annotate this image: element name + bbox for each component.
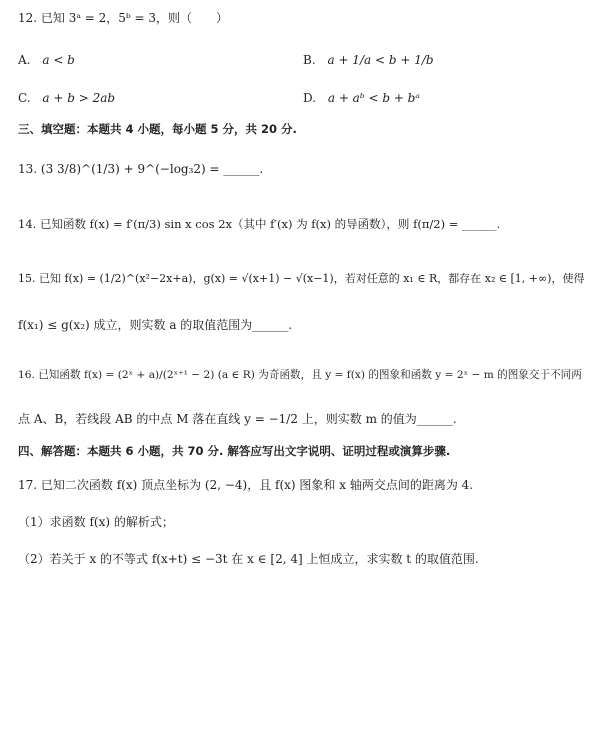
option-text: a + 1/a < b + 1/b xyxy=(327,53,434,67)
q17-part1: （1）求函数 f(x) 的解析式； xyxy=(18,515,174,529)
q17-part2: （2）若关于 x 的不等式 f(x+t) ≤ −3t 在 x ∈ [2, 4] 上恒成立，求实数 t 的取值范围. xyxy=(18,552,479,566)
option-label: B. xyxy=(303,53,316,67)
section-answer-heading: 四、解答题：本题共 6 小题，共 70 分. 解答应写出文字说明、证明过程或演算步骤. xyxy=(18,444,451,458)
q16-line2: 点 A、B，若线段 AB 的中点 M 落在直线 y = −1/2 上，则实数 m 的值为______. xyxy=(18,412,457,426)
q12-stem: 12. 已知 3ᵃ = 2，5ᵇ = 3，则（ ） xyxy=(18,11,229,25)
option-label: D. xyxy=(303,91,317,105)
q15-line1: 15. 已知 f(x) = (1/2)^(x²−2x+a)，g(x) = √(x+1) − √(x−1)，若对任意的 x₁ ∈ R，都存在 x₂ ∈ [1, +∞)，使得 xyxy=(18,272,585,285)
q12-option-a xyxy=(18,51,75,69)
option-label: A. xyxy=(18,53,31,67)
q17-stem: 17. 已知二次函数 f(x) 顶点坐标为 (2, −4)，且 f(x) 图象和 x 轴两交点间的距离为 4. xyxy=(18,478,474,492)
q12-option-c xyxy=(18,89,115,107)
q14: 14. 已知函数 f(x) = f′(π/3) sin x cos 2x（其中 f′(x) 为 f(x) 的导函数），则 f(π/2) = ______. xyxy=(18,217,501,231)
option-text: a + aᵇ < b + bᵃ xyxy=(327,91,420,105)
option-label: C. xyxy=(18,91,31,105)
q12-option-d xyxy=(303,89,420,107)
option-text: a + b > 2ab xyxy=(42,91,116,105)
section-fill-in-heading: 三、填空题：本题共 4 小题，每小题 5 分，共 20 分. xyxy=(18,122,297,136)
q13: 13. (3 3/8)^(1/3) + 9^(−log₃2) = ______. xyxy=(18,162,264,176)
option-text: a < b xyxy=(42,53,75,67)
q12-option-b xyxy=(303,51,434,69)
q16-line1: 16. 已知函数 f(x) = (2ˣ + a)/(2ˣ⁺¹ − 2) (a ∈ R) 为奇函数，且 y = f(x) 的图象和函数 y = 2ˣ − m 的图象交于不同两 xyxy=(18,369,582,381)
q15-line2: f(x₁) ≤ g(x₂) 成立，则实数 a 的取值范围为______. xyxy=(18,318,293,332)
